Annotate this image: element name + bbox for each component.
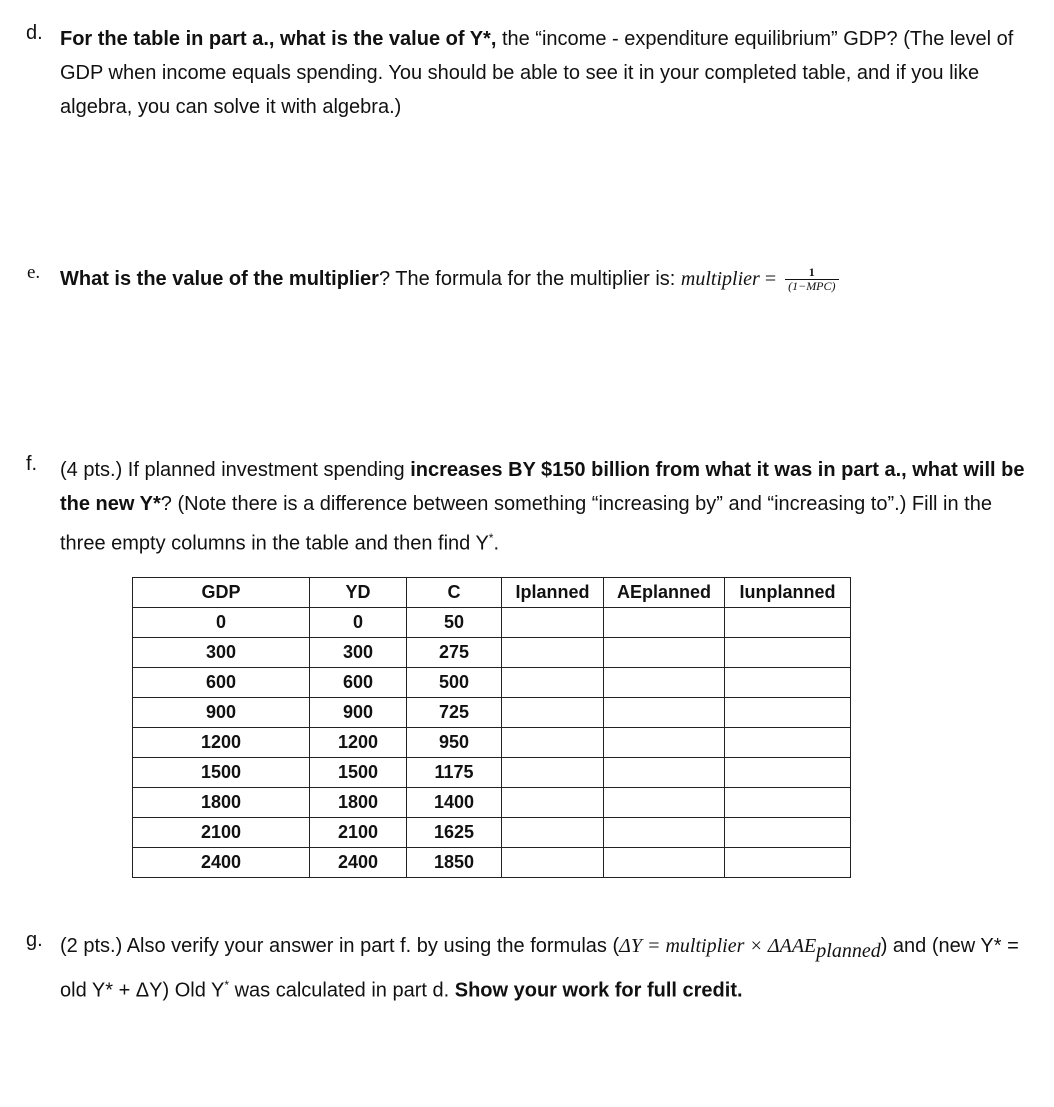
cell-iunplanned <box>725 728 851 758</box>
question-f-bold: increases BY $150 billion from what it was in part a., what will be the new Y* <box>60 459 1025 515</box>
cell-yd: 300 <box>310 638 407 668</box>
cell-c: 500 <box>407 668 502 698</box>
question-g-star: * <box>224 978 230 992</box>
cell-iplanned <box>502 668 604 698</box>
delta-formula-sub: planned <box>816 940 881 962</box>
cell-aeplanned <box>604 638 725 668</box>
cell-c: 1400 <box>407 788 502 818</box>
header-c: C <box>407 578 502 608</box>
cell-iunplanned <box>725 608 851 638</box>
question-d-rest: the “income - expenditure equilibrium” GDP? (The level of GDP when income equals spending. You should be able to see it in your completed table, and if you like algebra, you can solve it with algebra.) <box>60 28 1014 118</box>
cell-c: 1175 <box>407 758 502 788</box>
cell-c: 1625 <box>407 818 502 848</box>
question-e-bold: What is the value of the multiplier <box>60 268 379 290</box>
data-table <box>132 577 851 878</box>
table-row <box>133 818 851 848</box>
fraction-numerator: 1 <box>785 266 838 280</box>
question-d-text <box>60 22 1035 124</box>
cell-c: 950 <box>407 728 502 758</box>
cell-iplanned <box>502 638 604 668</box>
table-row <box>133 608 851 638</box>
cell-gdp: 0 <box>133 608 310 638</box>
header-iplanned: Iplanned <box>502 578 604 608</box>
cell-gdp: 1200 <box>133 728 310 758</box>
fraction-denominator: (1−MPC) <box>788 279 836 294</box>
cell-aeplanned <box>604 758 725 788</box>
question-f-star: * <box>488 531 494 545</box>
cell-iplanned <box>502 728 604 758</box>
table-row <box>133 638 851 668</box>
multiplier-formula-lhs: multiplier <box>680 268 760 290</box>
question-e-text <box>60 262 1035 296</box>
cell-iunplanned <box>725 818 851 848</box>
table-row <box>133 668 851 698</box>
question-g-mid: and (new Y* = old Y* + ΔY) Old Y <box>60 935 1019 1002</box>
question-e-rest: ? The formula for the multiplier is: <box>378 268 681 290</box>
cell-aeplanned <box>604 608 725 638</box>
question-d-label: d. <box>26 22 43 44</box>
table-row <box>133 728 851 758</box>
cell-iunplanned <box>725 848 851 878</box>
question-f-rest: ? (Note there is a difference between something “increasing by” and “increasing to”.) Fill in the three empty columns in the table and then find Y <box>60 493 992 555</box>
cell-iplanned <box>502 788 604 818</box>
cell-c: 275 <box>407 638 502 668</box>
cell-gdp: 300 <box>133 638 310 668</box>
cell-aeplanned <box>604 818 725 848</box>
cell-yd: 0 <box>310 608 407 638</box>
cell-aeplanned <box>604 668 725 698</box>
cell-iplanned <box>502 698 604 728</box>
delta-formula-close: ) <box>880 935 888 957</box>
cell-iplanned <box>502 818 604 848</box>
cell-yd: 1200 <box>310 728 407 758</box>
cell-iunplanned <box>725 638 851 668</box>
cell-gdp: 1500 <box>133 758 310 788</box>
cell-iplanned <box>502 608 604 638</box>
cell-c: 1850 <box>407 848 502 878</box>
table-row <box>133 698 851 728</box>
cell-iunplanned <box>725 788 851 818</box>
cell-iunplanned <box>725 668 851 698</box>
header-aeplanned: AEplanned <box>604 578 725 608</box>
multiplier-formula-eq: = <box>759 268 782 290</box>
cell-c: 50 <box>407 608 502 638</box>
cell-gdp: 600 <box>133 668 310 698</box>
question-g-intro: (2 pts.) Also verify your answer in part f. by using the formulas ( <box>60 935 620 957</box>
question-d-bold: For the table in part a., what is the value of Y*, <box>60 28 497 50</box>
header-yd: YD <box>310 578 407 608</box>
question-g-label: g. <box>26 929 43 951</box>
cell-gdp: 2100 <box>133 818 310 848</box>
header-iunplanned: Iunplanned <box>725 578 851 608</box>
question-e-label: e. <box>27 262 41 283</box>
cell-gdp: 2400 <box>133 848 310 878</box>
cell-yd: 2100 <box>310 818 407 848</box>
cell-iunplanned <box>725 758 851 788</box>
cell-aeplanned <box>604 848 725 878</box>
cell-yd: 1500 <box>310 758 407 788</box>
cell-yd: 2400 <box>310 848 407 878</box>
table-row <box>133 788 851 818</box>
delta-formula: ΔY = multiplier × ΔAAE <box>619 935 817 957</box>
cell-iplanned <box>502 848 604 878</box>
header-gdp: GDP <box>133 578 310 608</box>
cell-iplanned <box>502 758 604 788</box>
question-f-text <box>60 453 1035 561</box>
question-g-mid2: was calculated in part d. <box>229 979 455 1002</box>
table-row <box>133 758 851 788</box>
cell-gdp: 900 <box>133 698 310 728</box>
question-f-label: f. <box>26 453 38 475</box>
question-g-bold: Show your work for full credit. <box>454 979 743 1002</box>
question-f-end: . <box>493 532 500 555</box>
cell-iunplanned <box>725 698 851 728</box>
question-f-intro: (4 pts.) If planned investment spending <box>60 459 411 481</box>
cell-aeplanned <box>604 698 725 728</box>
question-g-text <box>60 929 1035 1008</box>
cell-c: 725 <box>407 698 502 728</box>
table-row <box>133 848 851 878</box>
table-header-row <box>133 578 851 608</box>
cell-yd: 900 <box>310 698 407 728</box>
cell-aeplanned <box>604 728 725 758</box>
cell-yd: 600 <box>310 668 407 698</box>
cell-aeplanned <box>604 788 725 818</box>
cell-yd: 1800 <box>310 788 407 818</box>
cell-gdp: 1800 <box>133 788 310 818</box>
multiplier-fraction <box>785 266 838 293</box>
